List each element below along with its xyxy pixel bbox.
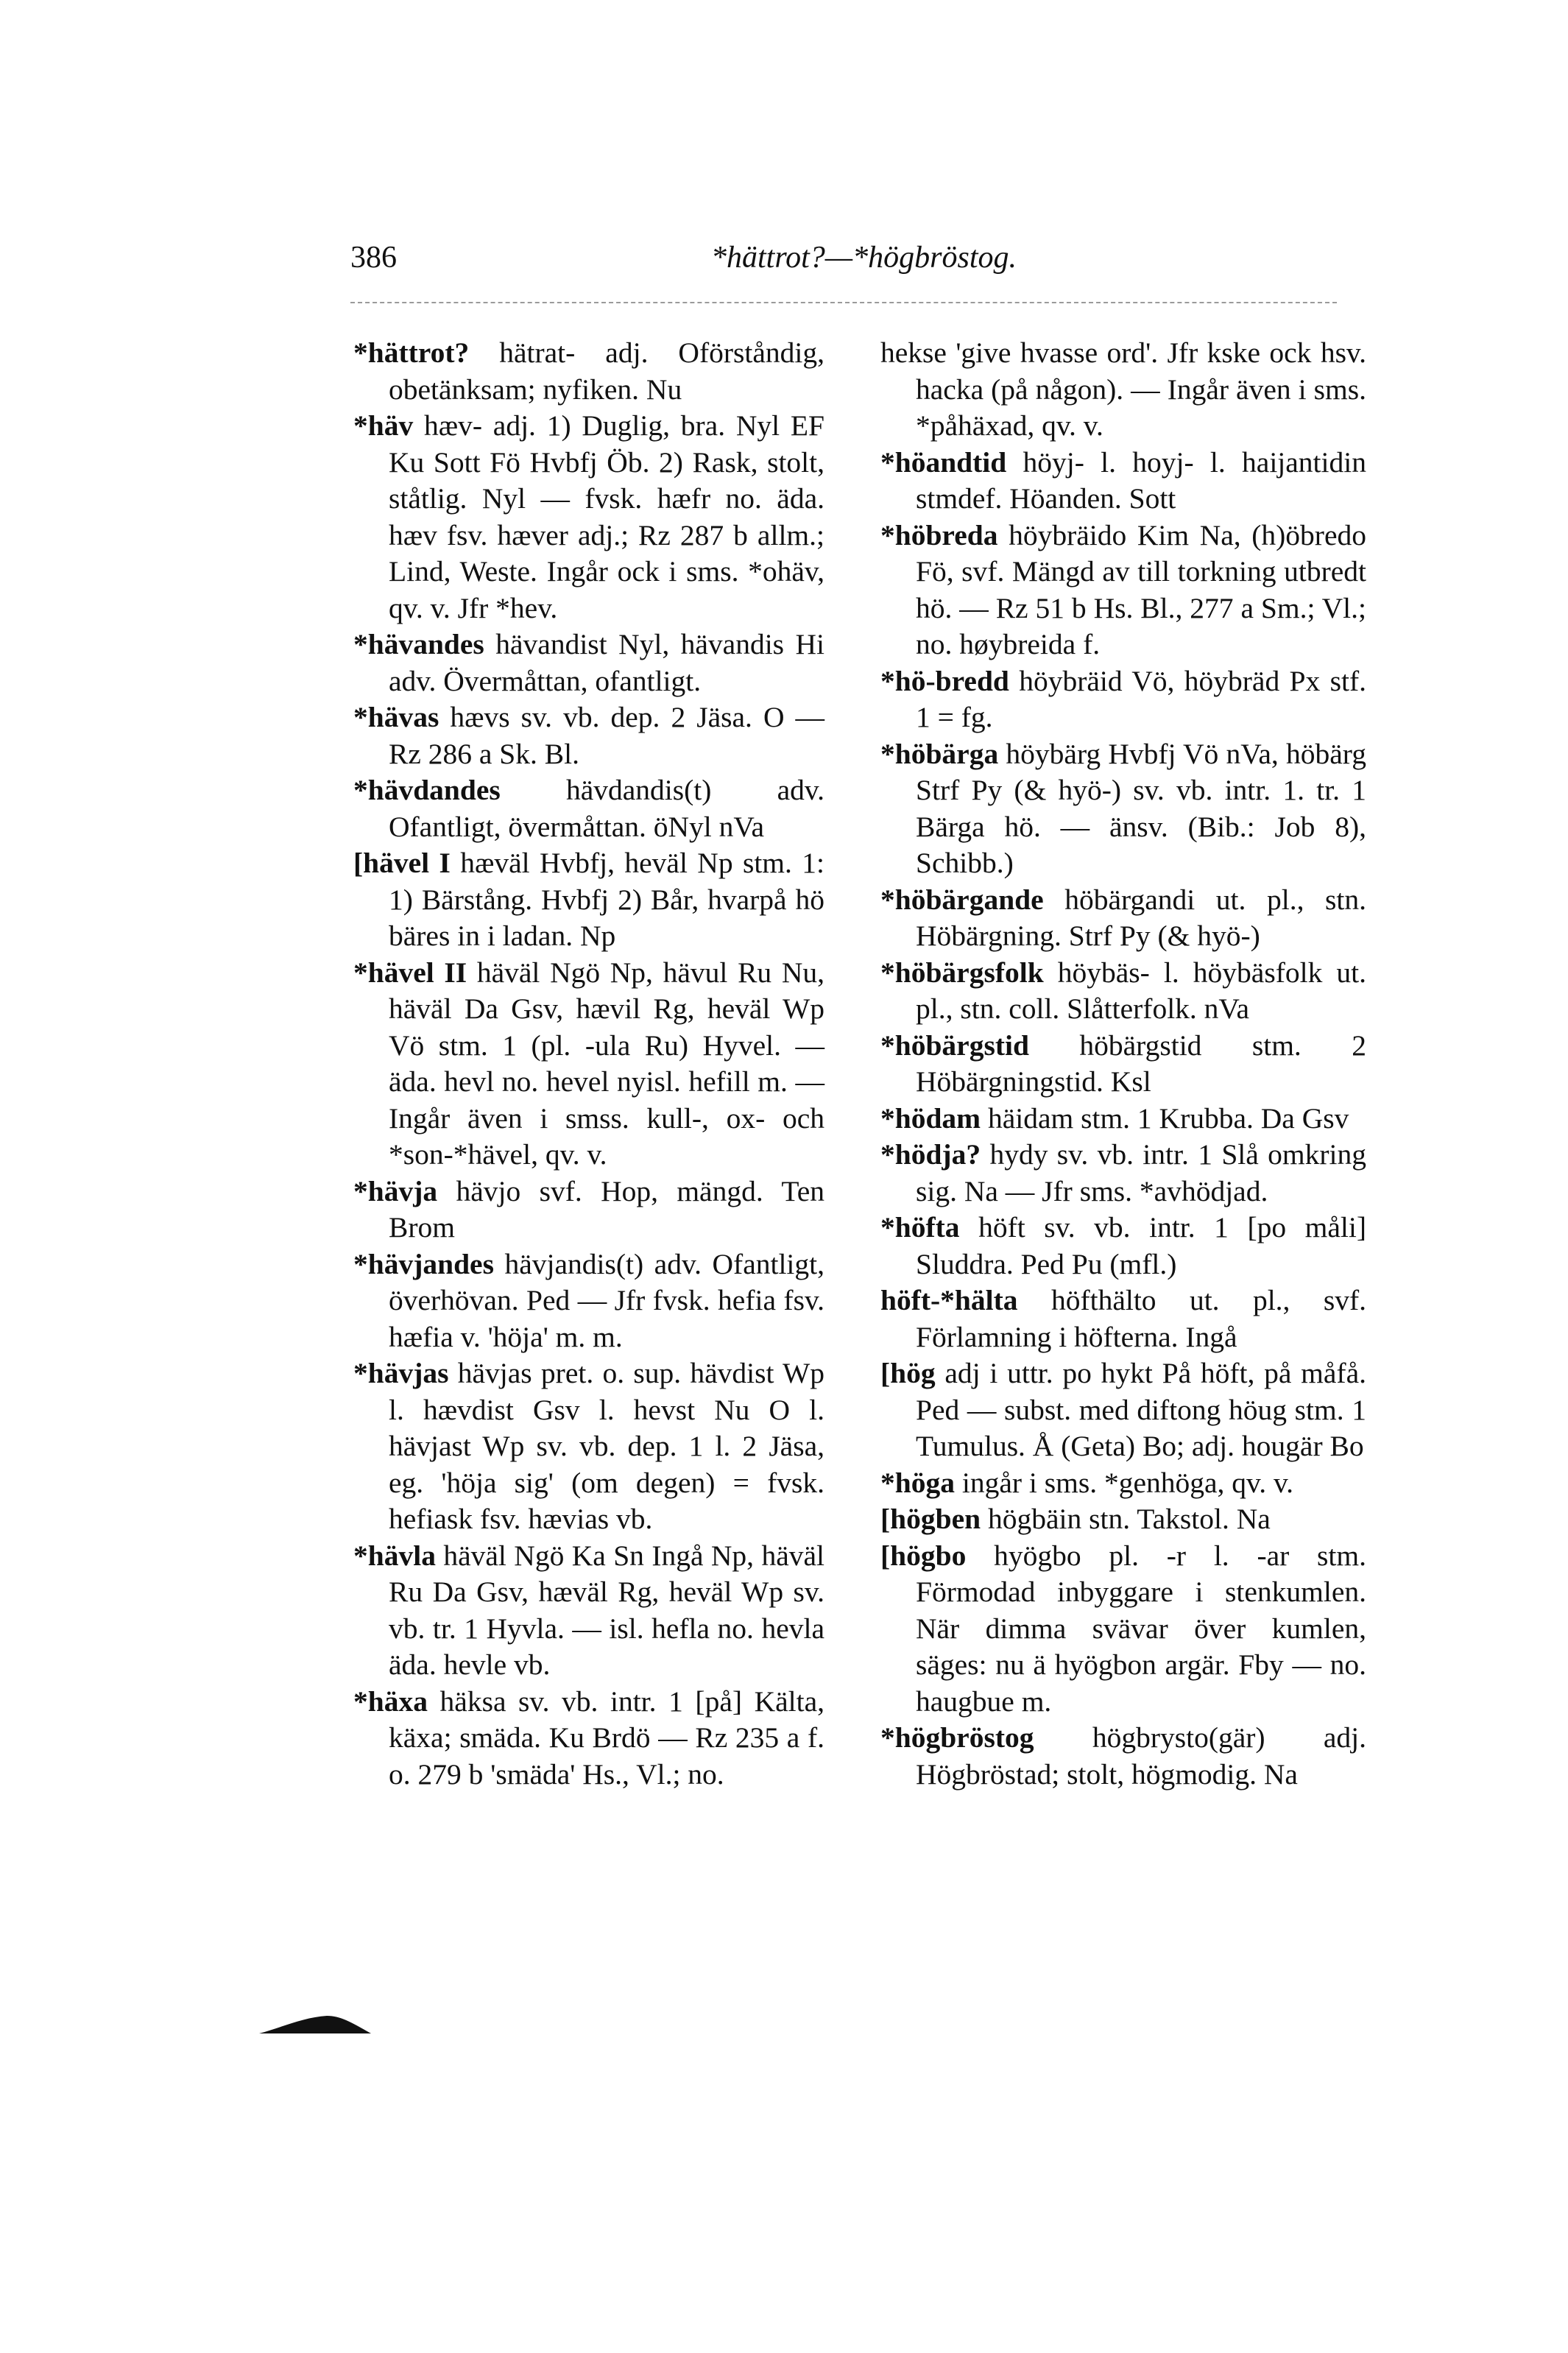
entry-headword: [högbo — [880, 1539, 967, 1572]
entry-definition: hæväl Hvbfj, heväl Np stm. 1: 1) Bärstång. Hvbfj 2) Bår, hvarpå hö bäres in i ladan. Np — [389, 847, 824, 952]
dictionary-entry — [880, 955, 1366, 1028]
entry-definition: höybärg Hvbfj Vö nVa, höbärg Strf Py (& hyö-) sv. vb. intr. 1. tr. 1 Bärga hö. — änsv. (Bib.: Job 8), Schibb.) — [916, 737, 1366, 879]
dictionary-entry — [353, 1684, 824, 1793]
left-column — [353, 335, 824, 1793]
dictionary-entry — [353, 1355, 824, 1538]
entry-headword: *höfta — [880, 1211, 960, 1243]
entry-headword: *häv — [353, 409, 414, 442]
entry-headword: *hävja — [353, 1174, 438, 1207]
entry-headword: *hättrot? — [353, 336, 470, 369]
dictionary-entry — [880, 1210, 1366, 1283]
entry-definition: hävjas pret. o. sup. hävdist Wp l. hævdist Gsv l. hevst Nu O l. hävjast Wp sv. vb. dep. 1 l. 2 Jäsa, eg. 'höja sig' (om degen) = fvsk. hefiask fsv. hævias vb. — [389, 1357, 824, 1535]
entry-definition: hævs sv. vb. dep. 2 Jäsa. O — Rz 286 a Sk. Bl. — [389, 701, 824, 770]
dictionary-entry — [880, 663, 1366, 736]
dictionary-entry — [880, 1465, 1366, 1502]
entry-headword: *häxa — [353, 1685, 428, 1718]
entry-definition: häväl Ngö Ka Sn Ingå Np, häväl Ru Da Gsv, hæväl Rg, heväl Wp sv. vb. tr. 1 Hyvla. — isl. hefla no. hevla äda. hevle vb. — [389, 1539, 824, 1681]
dictionary-entry — [880, 1501, 1366, 1538]
entry-headword: [hög — [880, 1357, 936, 1389]
entry-headword: *hävjas — [353, 1357, 449, 1389]
dictionary-entry — [353, 845, 824, 955]
entry-definition: höybäs- l. höybäsfolk ut. pl., stn. coll. Slåtterfolk. nVa — [916, 956, 1366, 1025]
entry-headword: *höandtid — [880, 445, 1007, 479]
dictionary-entry — [880, 1538, 1366, 1721]
right-column — [880, 335, 1366, 1793]
entry-headword: *hödja? — [880, 1138, 981, 1171]
dictionary-entry — [880, 335, 1366, 445]
entry-headword: *höbärgsfolk — [880, 956, 1044, 989]
dictionary-entry — [880, 1101, 1366, 1137]
ink-blot-mark — [259, 2014, 371, 2036]
entry-definition: hydy sv. vb. intr. 1 Slå omkring sig. Na — Jfr sms. *avhödjad. — [916, 1138, 1366, 1207]
dictionary-entry — [880, 1137, 1366, 1210]
dictionary-entry — [880, 1283, 1366, 1355]
dictionary-entry — [880, 1028, 1366, 1101]
entry-definition: höybräid Vö, höybräd Px stf. 1 = fg. — [916, 664, 1366, 733]
entry-headword: *högbröstog — [880, 1721, 1034, 1754]
entry-definition: hekse 'give hvasse ord'. Jfr kske ock hsv. hacka (på någon). — Ingår även i sms. *påhäxad, qv. v. — [880, 336, 1366, 442]
entry-definition: hyögbo pl. -r l. -ar stm. Förmodad inbyggare i stenkumlen. När dimma svävar över kumlen, säges: nu ä hyögbon argär. Fby — no. haugbue m. — [916, 1539, 1366, 1718]
entry-headword: *hävel II — [353, 956, 467, 989]
entry-definition: höbärgstid stm. 2 Höbärgningstid. Ksl — [916, 1029, 1366, 1098]
entry-headword: [hävel I — [353, 847, 451, 879]
dictionary-entry — [353, 1246, 824, 1356]
entry-definition: hävdandis(t) adv. Ofantligt, övermåttan. öNyl nVa — [389, 774, 824, 843]
running-head: *hättrot?—*högbröstog. — [711, 241, 1017, 275]
entry-definition: högbäin stn. Takstol. Na — [981, 1503, 1271, 1535]
entry-headword: *hävas — [353, 701, 439, 733]
dictionary-entry — [353, 955, 824, 1174]
dictionary-entry — [880, 1720, 1366, 1793]
entry-definition: höft sv. vb. intr. 1 [po måli] Sluddra. Ped Pu (mfl.) — [916, 1211, 1366, 1280]
entry-definition: högbrysto(gär) adj. Högbröstad; stolt, högmodig. Na — [916, 1721, 1366, 1791]
entry-definition: häväl Ngö Np, hävul Ru Nu, häväl Da Gsv, hævil Rg, heväl Wp Vö stm. 1 (pl. -ula Ru) Hyvel. — äda. hevl no. hevel nyisl. hefill m. — Ingår även i smss. kull-, ox- och *son-*hävel, qv. v. — [389, 956, 824, 1171]
dictionary-entry — [880, 518, 1366, 663]
entry-headword: *hävandes — [353, 628, 484, 660]
dictionary-entry — [353, 699, 824, 772]
entry-definition: adj i uttr. po hykt På höft, på måfå. Ped — subst. med diftong höug stm. 1 Tumulus. Å (Geta) Bo; adj. hougär Bo — [916, 1357, 1366, 1462]
entry-definition: höfthälto ut. pl., svf. Förlamning i höfterna. Ingå — [916, 1284, 1366, 1353]
entry-definition: hävjandis(t) adv. Ofantligt, överhövan. Ped — Jfr fvsk. hefia fsv. hæfia v. 'höja' m. m. — [389, 1247, 824, 1353]
entry-headword: *hö-bredd — [880, 664, 1009, 697]
entry-definition: hävjo svf. Hop, mängd. Ten Brom — [389, 1174, 824, 1243]
entry-headword: *hävjandes — [353, 1247, 494, 1280]
entry-definition: hävandist Nyl, hävandis Hi adv. Övermåttan, ofantligt. — [389, 628, 824, 697]
entry-headword: *höbärgande — [880, 883, 1044, 916]
entry-definition: häksa sv. vb. intr. 1 [på] Kälta, käxa; smäda. Ku Brdö — Rz 235 a f. o. 279 b 'smäda' Hs., Vl.; no. — [389, 1685, 824, 1791]
entry-headword: höft-*hälta — [880, 1284, 1018, 1316]
entry-headword: *höbärga — [880, 737, 999, 770]
header-rule — [350, 302, 1337, 303]
entry-headword: [högben — [880, 1503, 981, 1535]
entry-definition: ingår i sms. *genhöga, qv. v. — [954, 1466, 1294, 1499]
dictionary-entry — [880, 882, 1366, 955]
dictionary-entry — [353, 1174, 824, 1246]
entry-definition: höyj- l. hoyj- l. haijantidin stmdef. Höanden. Sott — [916, 445, 1366, 515]
dictionary-entry — [353, 408, 824, 627]
dictionary-entry — [880, 1355, 1366, 1465]
entry-definition: häidam stm. 1 Krubba. Da Gsv — [981, 1101, 1349, 1135]
entry-headword: *höga — [880, 1466, 955, 1499]
dictionary-entry — [353, 772, 824, 845]
page-header — [350, 240, 1337, 284]
entry-headword: *höbärgstid — [880, 1029, 1029, 1062]
entry-definition: hätrat- adj. Oförståndig, obetänksam; nyfiken. Nu — [389, 336, 824, 406]
entry-headword: *hödam — [880, 1101, 981, 1135]
entry-definition: höbärgandi ut. pl., stn. Höbärgning. Strf Py (& hyö-) — [916, 883, 1366, 952]
dictionary-entry — [880, 736, 1366, 882]
dictionary-entry — [353, 1538, 824, 1684]
page-number: 386 — [350, 241, 397, 275]
entry-headword: *höbreda — [880, 518, 998, 551]
entry-definition: hæv- adj. 1) Duglig, bra. Nyl EF Ku Sott Fö Hvbfj Öb. 2) Rask, stolt, ståtlig. Nyl — fvsk. hæfr no. äda. hæv fsv. hæver adj.; Rz 287 b allm.; Lind, Weste. Ingår ock i sms. *ohäv, qv. v. Jfr *hev. — [389, 409, 824, 624]
dictionary-entry — [880, 445, 1366, 518]
dictionary-entry — [353, 627, 824, 699]
entry-definition: höybräido Kim Na, (h)öbredo Fö, svf. Mängd av till torkning utbredt hö. — Rz 51 b Hs. Bl., 277 a Sm.; Vl.; no. høybreida f. — [916, 518, 1366, 660]
dictionary-entry — [353, 335, 824, 408]
entry-headword: *hävdandes — [353, 774, 501, 806]
entry-headword: *hävla — [353, 1539, 436, 1572]
